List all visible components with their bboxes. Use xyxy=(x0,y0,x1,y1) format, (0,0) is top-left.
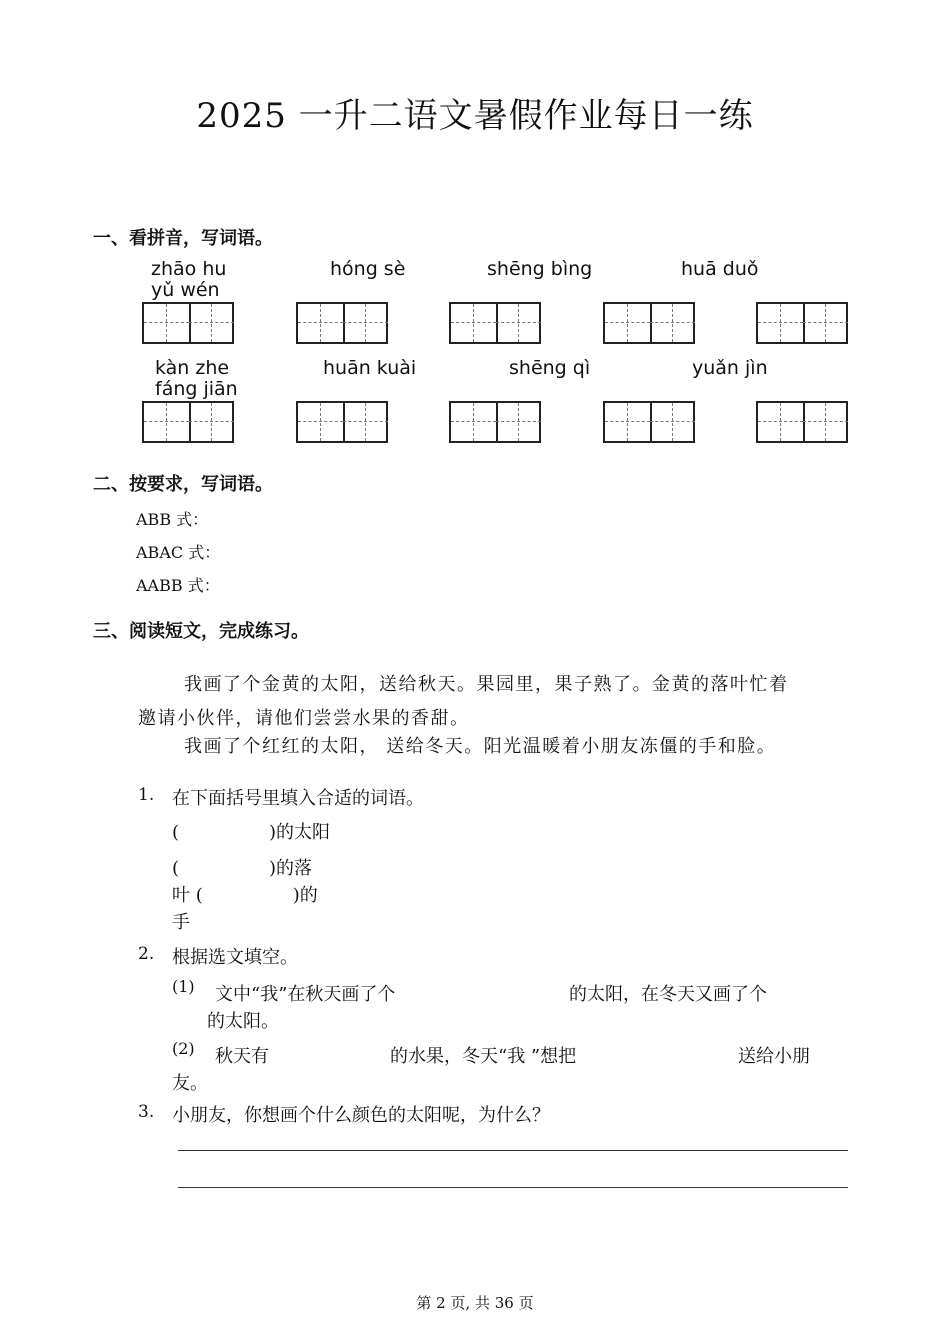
writing-box-9[interactable] xyxy=(603,401,695,443)
writing-box-6[interactable] xyxy=(142,401,234,443)
writing-cell[interactable] xyxy=(451,403,498,441)
pinyin-2: hóng sè xyxy=(330,258,406,280)
section-1-heading: 一、看拼音，写词语。 xyxy=(93,228,273,249)
aabb-label: AABB 式： xyxy=(136,576,220,595)
q2-part1-number: (1) xyxy=(172,977,195,996)
grid-guide-vertical xyxy=(365,304,366,342)
grid-guide-vertical xyxy=(211,403,212,441)
writing-box-1[interactable] xyxy=(142,302,234,344)
q1-blank-3: 叶 ( )的 xyxy=(172,885,318,906)
q3-number: 3. xyxy=(138,1102,155,1122)
section-2-heading: 二、按要求，写词语。 xyxy=(93,474,273,495)
grid-guide-vertical xyxy=(365,403,366,441)
writing-cell[interactable] xyxy=(496,304,541,342)
pinyin-5: yǔ wén xyxy=(151,279,220,301)
page-title: 2025 一升二语文暑假作业每日一练 xyxy=(196,96,754,136)
writing-cell[interactable] xyxy=(650,403,695,441)
writing-cell[interactable] xyxy=(343,304,388,342)
grid-guide-vertical xyxy=(672,403,673,441)
grid-guide-vertical xyxy=(473,403,474,441)
writing-cell[interactable] xyxy=(451,304,498,342)
writing-cell[interactable] xyxy=(298,403,345,441)
answer-line-2[interactable] xyxy=(178,1187,848,1188)
writing-cell[interactable] xyxy=(144,403,191,441)
grid-guide-vertical xyxy=(825,304,826,342)
writing-cell[interactable] xyxy=(496,403,541,441)
abac-label: ABAC 式： xyxy=(136,543,221,562)
pinyin-6: kàn zhe xyxy=(155,357,230,379)
pinyin-9: yuǎn jìn xyxy=(692,357,768,379)
writing-cell[interactable] xyxy=(605,403,652,441)
writing-cell[interactable] xyxy=(650,304,695,342)
writing-cell[interactable] xyxy=(758,304,805,342)
passage-line-3: 我画了个红红的太阳， 送给冬天。阳光温暖着小朋友冻僵的手和脸。 xyxy=(184,736,777,757)
writing-cell[interactable] xyxy=(189,403,234,441)
grid-guide-vertical xyxy=(166,304,167,342)
q2-part1-text-c: 的太阳。 xyxy=(207,1011,279,1032)
grid-guide-vertical xyxy=(320,403,321,441)
writing-box-10[interactable] xyxy=(756,401,848,443)
q1-blank-2: ( )的落 xyxy=(172,858,313,879)
q2-part2-number: (2) xyxy=(172,1039,195,1058)
q2-part2-text-c: 送给小朋 xyxy=(738,1046,810,1067)
q2-part2-text-b: 的水果，冬天“我 ”想把 xyxy=(390,1046,577,1067)
pinyin-3: shēng bìng xyxy=(487,258,593,280)
writing-box-7[interactable] xyxy=(296,401,388,443)
q2-part2-text-a: 秋天有 xyxy=(215,1046,269,1067)
grid-guide-vertical xyxy=(211,304,212,342)
q1-text: 在下面括号里填入合适的词语。 xyxy=(172,788,424,809)
abb-label: ABB 式： xyxy=(136,510,209,529)
q1-blank-4: 手 xyxy=(172,912,190,933)
q2-number: 2. xyxy=(138,944,155,964)
grid-guide-vertical xyxy=(518,304,519,342)
writing-box-5[interactable] xyxy=(756,302,848,344)
pinyin-4: huā duǒ xyxy=(681,258,759,280)
pinyin-10: fáng jiān xyxy=(155,378,238,400)
writing-box-3[interactable] xyxy=(449,302,541,344)
writing-box-2[interactable] xyxy=(296,302,388,344)
grid-guide-vertical xyxy=(627,304,628,342)
writing-box-4[interactable] xyxy=(603,302,695,344)
grid-guide-vertical xyxy=(473,304,474,342)
grid-guide-vertical xyxy=(518,403,519,441)
grid-guide-vertical xyxy=(780,304,781,342)
writing-cell[interactable] xyxy=(144,304,191,342)
answer-line-1[interactable] xyxy=(178,1150,848,1151)
writing-cell[interactable] xyxy=(758,403,805,441)
grid-guide-vertical xyxy=(627,403,628,441)
grid-guide-vertical xyxy=(320,304,321,342)
section-3-heading: 三、阅读短文，完成练习。 xyxy=(93,621,309,642)
writing-cell[interactable] xyxy=(189,304,234,342)
writing-box-8[interactable] xyxy=(449,401,541,443)
pinyin-1: zhāo hu xyxy=(151,258,227,280)
q2-part1-text-a: 文中“我”在秋天画了个 xyxy=(215,984,396,1005)
q1-blank-1: ( )的太阳 xyxy=(172,822,331,843)
q2-text: 根据选文填空。 xyxy=(172,947,298,968)
pinyin-7: huān kuài xyxy=(323,357,417,379)
q2-part1-text-b: 的太阳，在冬天又画了个 xyxy=(569,984,767,1005)
q2-part2-text-d: 友。 xyxy=(172,1073,208,1094)
q3-text: 小朋友，你想画个什么颜色的太阳呢，为什么？ xyxy=(172,1105,550,1126)
writing-cell[interactable] xyxy=(343,403,388,441)
passage-line-1: 我画了个金黄的太阳，送给秋天。果园里，果子熟了。金黄的落叶忙着 xyxy=(184,674,789,695)
q1-number: 1. xyxy=(138,785,155,805)
writing-cell[interactable] xyxy=(298,304,345,342)
writing-cell[interactable] xyxy=(803,403,848,441)
pinyin-8: shēng qì xyxy=(509,357,591,379)
page-footer: 第 2 页, 共 36 页 xyxy=(416,1294,534,1312)
writing-cell[interactable] xyxy=(605,304,652,342)
grid-guide-vertical xyxy=(672,304,673,342)
grid-guide-vertical xyxy=(780,403,781,441)
writing-cell[interactable] xyxy=(803,304,848,342)
passage-line-2: 邀请小伙伴，请他们尝尝水果的香甜。 xyxy=(138,708,470,729)
grid-guide-vertical xyxy=(825,403,826,441)
grid-guide-vertical xyxy=(166,403,167,441)
